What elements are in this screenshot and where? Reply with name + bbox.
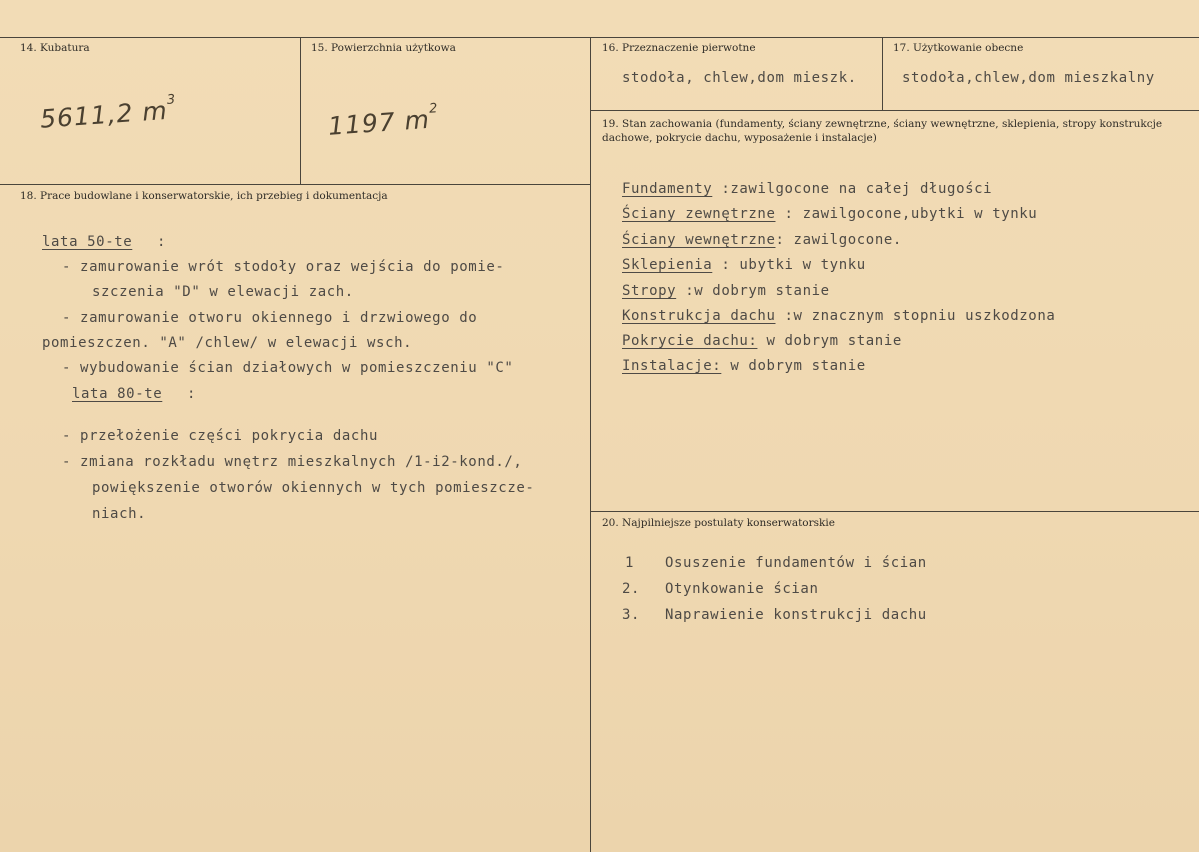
- f18-line: - zamurowanie wrót stodoły oraz wejścia do pomie-: [62, 259, 505, 275]
- f18-line: szczenia "D" w elewacji zach.: [92, 284, 354, 300]
- row1-divider-right: [590, 110, 1199, 111]
- f20-item-text: Naprawienie konstrukcji dachu: [665, 607, 927, 623]
- col-divider-main: [590, 37, 591, 852]
- f18-heading-80s-colon: :: [187, 386, 197, 402]
- f18-line: pomieszczen. "A" /chlew/ w elewacji wsch.: [42, 335, 413, 351]
- f20-item-number: 1: [625, 555, 635, 571]
- f20-item-text: Otynkowanie ścian: [665, 581, 819, 597]
- f19-item: Stropy :w dobrym stanie: [622, 283, 830, 299]
- f19-item: Konstrukcja dachu :w znacznym stopniu uszkodzona: [622, 308, 1056, 324]
- f18-line: niach.: [92, 506, 147, 522]
- field-19-label: 19. Stan zachowania (fundamenty, ściany zewnętrzne, ściany wewnętrzne, sklepienia, stropy konstrukcje dachowe, pokrycie dachu, wyposażenie i instalacje): [602, 118, 1163, 144]
- field-18-label: 18. Prace budowlane i konserwatorskie, ich przebieg i dokumentacja: [20, 190, 388, 202]
- f18-line: powiększenie otworów okiennych w tych pomieszcze-: [92, 480, 535, 496]
- field-16-value: stodoła, chlew,dom mieszk.: [622, 70, 857, 86]
- field-14-value: 5611,2 $m^3$: [39, 92, 177, 134]
- f19-item: Instalacje: w dobrym stanie: [622, 358, 866, 374]
- field-20-label: 20. Najpilniejsze postulaty konserwatorskie: [602, 517, 835, 529]
- col-divider-14-15: [300, 37, 301, 184]
- field-15-label: 15. Powierzchnia użytkowa: [311, 42, 456, 54]
- f18-line: - zamurowanie otworu okiennego i drzwiowego do: [62, 310, 478, 326]
- f18-heading-80s: lata 80-te: [72, 386, 163, 402]
- f18-heading-50s: lata 50-te: [42, 234, 133, 250]
- f18-line: - wybudowanie ścian działowych w pomieszczeniu "C": [62, 360, 514, 376]
- f18-heading-50s-colon: :: [157, 234, 167, 250]
- f20-item-number: 2.: [622, 581, 641, 597]
- col-divider-16-17: [882, 37, 883, 110]
- f18-line: - przełożenie części pokrycia dachu: [62, 428, 379, 444]
- field-15-value: 1197 $m^2$: [327, 101, 439, 141]
- top-border: [0, 37, 1199, 38]
- row1-divider-left: [0, 184, 590, 185]
- f19-item: Ściany zewnętrzne : zawilgocone,ubytki w tynku: [622, 206, 1038, 222]
- f19-item: Ściany wewnętrzne: zawilgocone.: [622, 232, 902, 248]
- field-14-label: 14. Kubatura: [20, 42, 90, 54]
- f18-line: - zmiana rozkładu wnętrz mieszkalnych /1-i2-kond./,: [62, 454, 523, 470]
- f19-item: Fundamenty :zawilgocone na całej długości: [622, 181, 993, 197]
- field-17-value: stodoła,chlew,dom mieszkalny: [902, 70, 1155, 86]
- f19-item: Sklepienia : ubytki w tynku: [622, 257, 866, 273]
- f20-item-number: 3.: [622, 607, 641, 623]
- field-17-label: 17. Użytkowanie obecne: [893, 42, 1024, 54]
- field-16-label: 16. Przeznaczenie pierwotne: [602, 42, 756, 54]
- f20-item-text: Osuszenie fundamentów i ścian: [665, 555, 927, 571]
- section20-divider: [590, 511, 1199, 512]
- f19-item: Pokrycie dachu: w dobrym stanie: [622, 333, 902, 349]
